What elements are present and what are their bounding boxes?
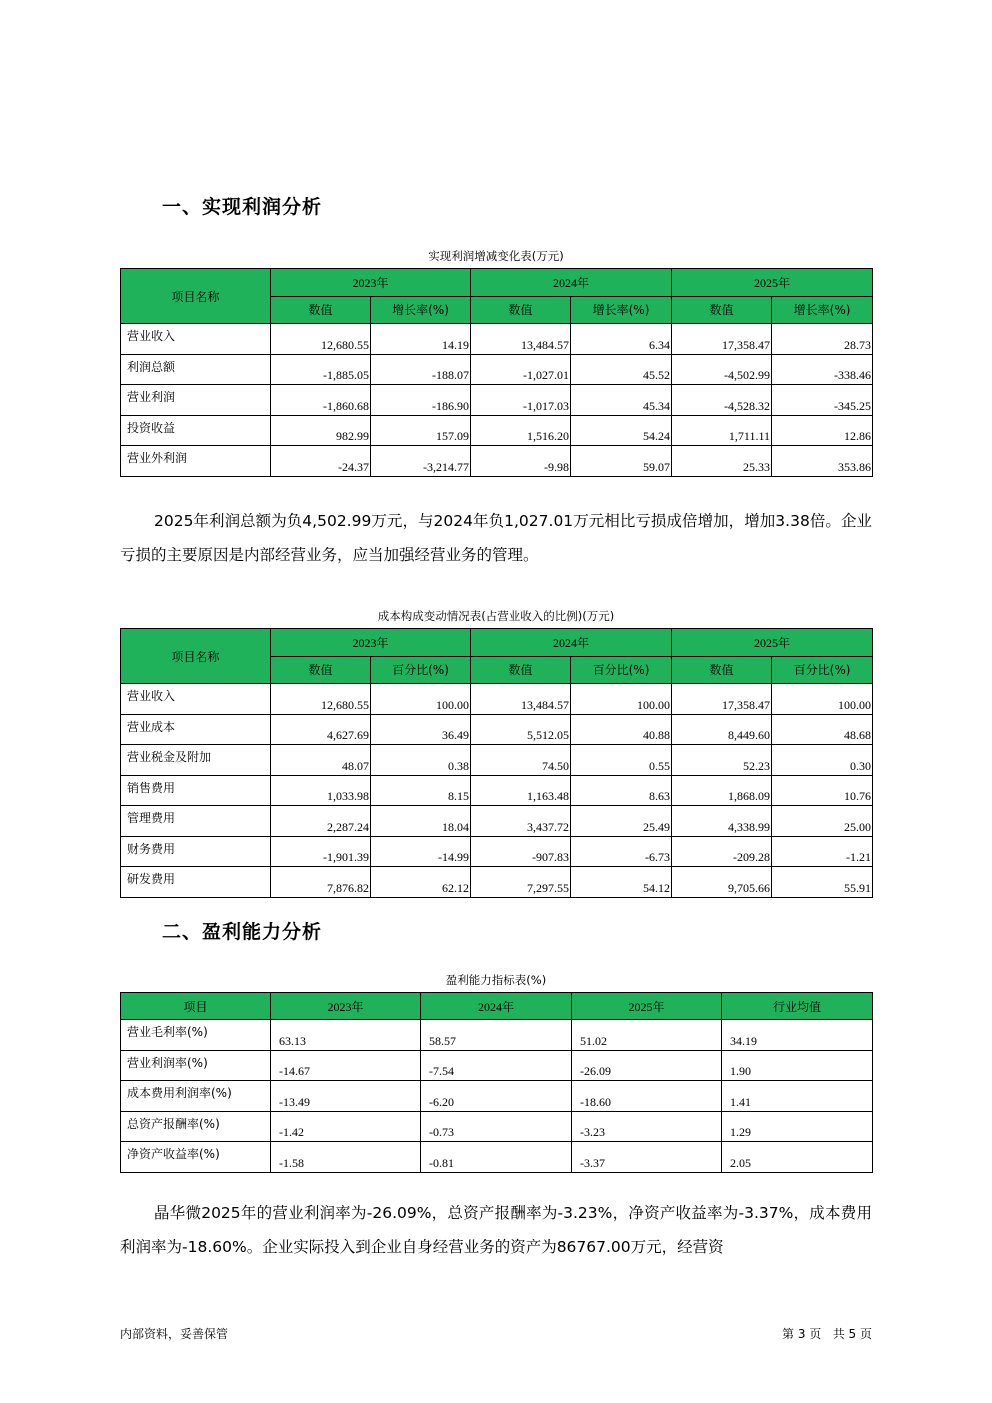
- table-row: [121, 354, 873, 385]
- table-cell: -24.37: [271, 446, 371, 477]
- table1-sub-header: 数值: [672, 296, 772, 324]
- table-cell: 4,338.99: [672, 806, 772, 837]
- table-cell: 3,437.72: [471, 806, 571, 837]
- table-row: [121, 867, 873, 898]
- table-cell: -1,901.39: [271, 836, 371, 867]
- table-cell: 12,680.55: [271, 324, 371, 355]
- table1-sub-header: 数值: [271, 296, 371, 324]
- table-cell: 13,484.57: [471, 324, 571, 355]
- table-row: [121, 1111, 873, 1142]
- table-cell: 4,627.69: [271, 714, 371, 745]
- table-cell: 62.12: [371, 867, 471, 898]
- row-label: 营业利润率(%): [121, 1050, 271, 1081]
- section2-paragraph: [120, 1196, 872, 1264]
- table-row: [121, 385, 873, 416]
- table-cell: 157.09: [371, 415, 471, 446]
- table-cell: -1.21: [772, 836, 873, 867]
- table-cell: 45.52: [571, 354, 672, 385]
- table-cell: 40.88: [571, 714, 672, 745]
- table-cell: 1.29: [722, 1111, 873, 1142]
- table3-header: 2024年: [477, 999, 514, 1014]
- table-cell: 7,297.55: [471, 867, 571, 898]
- table-cell: -14.99: [371, 836, 471, 867]
- section1-paragraph-text: 2025年利润总额为负4,502.99万元，与2024年负1,027.01万元相比亏损成倍增加，增加3.38倍。企业亏损的主要原因是内部经营业务，应当加强经营业务的管理。: [120, 512, 872, 564]
- footer-left: 内部资料，妥善保管: [120, 1327, 229, 1341]
- table-cell: -209.28: [672, 836, 772, 867]
- table-cell: 5,512.05: [471, 714, 571, 745]
- table-cell: 55.91: [772, 867, 873, 898]
- table-cell: 8,449.60: [672, 714, 772, 745]
- table-cell: 45.34: [571, 385, 672, 416]
- table-cell: 13,484.57: [471, 684, 571, 715]
- table1-year-header: 2024年: [553, 275, 590, 290]
- table-cell: 25.49: [571, 806, 672, 837]
- section1-heading: 一、实现利润分析: [162, 196, 323, 218]
- table-cell: 982.99: [271, 415, 371, 446]
- table-cell: -4,528.32: [672, 385, 772, 416]
- table-cell: -4,502.99: [672, 354, 772, 385]
- table-cell: 1,868.09: [672, 775, 772, 806]
- table-cell: 2,287.24: [271, 806, 371, 837]
- table-cell: -9.98: [471, 446, 571, 477]
- section2-heading: 二、盈利能力分析: [162, 921, 323, 943]
- table-row: [121, 684, 873, 715]
- table-cell: -26.09: [572, 1050, 722, 1081]
- table-cell: 0.30: [772, 745, 873, 776]
- table-cell: 7,876.82: [271, 867, 371, 898]
- table-cell: -3.23: [572, 1111, 722, 1142]
- table-cell: 2.05: [722, 1142, 873, 1173]
- row-label: 营业利润: [121, 385, 271, 416]
- table-cell: 25.33: [672, 446, 772, 477]
- table2-name-header: 项目名称: [121, 629, 271, 684]
- row-label: 投资收益: [121, 415, 271, 446]
- table-cell: -0.73: [421, 1111, 572, 1142]
- table-row: [121, 1020, 873, 1051]
- table1-sub-header: 数值: [471, 296, 571, 324]
- table-cell: 34.19: [722, 1020, 873, 1051]
- table-cell: -14.67: [271, 1050, 421, 1081]
- table-row: [121, 836, 873, 867]
- table-cell: -1.42: [271, 1111, 421, 1142]
- row-label: 营业收入: [121, 324, 271, 355]
- table2-sub-header: 数值: [672, 656, 772, 684]
- table-cell: -3.37: [572, 1142, 722, 1173]
- table1-caption: 实现利润增减变化表(万元): [428, 249, 564, 263]
- table-cell: 1,516.20: [471, 415, 571, 446]
- table3-header: 行业均值: [722, 993, 873, 1020]
- table-cell: 28.73: [772, 324, 873, 355]
- table1-year-header: 2025年: [754, 275, 791, 290]
- table-cell: 1,711.11: [672, 415, 772, 446]
- table1-year-header: 2023年: [352, 275, 389, 290]
- table-cell: 48.68: [772, 714, 873, 745]
- table-cell: 6.34: [571, 324, 672, 355]
- table-cell: 17,358.47: [672, 684, 772, 715]
- table2-sub-header: 数值: [271, 656, 371, 684]
- table3-header: 2025年: [628, 999, 665, 1014]
- table-cell: -188.07: [371, 354, 471, 385]
- table-cell: 100.00: [571, 684, 672, 715]
- row-label: 营业税金及附加: [121, 745, 271, 776]
- row-label: 销售费用: [121, 775, 271, 806]
- table-cell: 51.02: [572, 1020, 722, 1051]
- table-cell: 0.38: [371, 745, 471, 776]
- table-cell: 0.55: [571, 745, 672, 776]
- row-label: 总资产报酬率(%): [121, 1111, 271, 1142]
- table2-sub-header: 百分比(%): [772, 656, 873, 684]
- table-cell: 74.50: [471, 745, 571, 776]
- table-cell: -345.25: [772, 385, 873, 416]
- table-row: [121, 1050, 873, 1081]
- row-label: 利润总额: [121, 354, 271, 385]
- table-row: [121, 714, 873, 745]
- row-label: 营业成本: [121, 714, 271, 745]
- table-cell: -1,860.68: [271, 385, 371, 416]
- section1-paragraph: [120, 504, 872, 572]
- row-label: 研发费用: [121, 867, 271, 898]
- table-cell: 48.07: [271, 745, 371, 776]
- table-row: [121, 806, 873, 837]
- table-cell: -0.81: [421, 1142, 572, 1173]
- table-row: [121, 775, 873, 806]
- table-cell: -186.90: [371, 385, 471, 416]
- table-cell: 52.23: [672, 745, 772, 776]
- table-cell: 54.12: [571, 867, 672, 898]
- table-cell: 58.57: [421, 1020, 572, 1051]
- table-cell: -6.73: [571, 836, 672, 867]
- table-cell: 17,358.47: [672, 324, 772, 355]
- row-label: 净资产收益率(%): [121, 1142, 271, 1173]
- table-cell: -3,214.77: [371, 446, 471, 477]
- table1-name-header: 项目名称: [121, 269, 271, 324]
- table3-header: 2023年: [327, 999, 364, 1014]
- table2-sub-header: 数值: [471, 656, 571, 684]
- table-row: [121, 1142, 873, 1173]
- table2-caption: 成本构成变动情况表(占营业收入的比例)(万元): [377, 609, 615, 623]
- table2-sub-header: 百分比(%): [571, 656, 672, 684]
- row-label: 财务费用: [121, 836, 271, 867]
- table-row: [121, 745, 873, 776]
- row-label: 管理费用: [121, 806, 271, 837]
- table-cell: 63.13: [271, 1020, 421, 1051]
- row-label: 营业收入: [121, 684, 271, 715]
- table-cell: 100.00: [371, 684, 471, 715]
- table-cell: 12,680.55: [271, 684, 371, 715]
- table-row: [121, 324, 873, 355]
- table-cell: 36.49: [371, 714, 471, 745]
- table-cell: 1,163.48: [471, 775, 571, 806]
- table-row: [121, 1081, 873, 1112]
- table-cell: 25.00: [772, 806, 873, 837]
- table-cell: -1,885.05: [271, 354, 371, 385]
- table-cell: -13.49: [271, 1081, 421, 1112]
- table-cell: 14.19: [371, 324, 471, 355]
- table2-year-header: 2023年: [352, 635, 389, 650]
- table-cell: 59.07: [571, 446, 672, 477]
- table2-sub-header: 百分比(%): [371, 656, 471, 684]
- table-cell: -1,017.03: [471, 385, 571, 416]
- profitability-table: [120, 992, 873, 1173]
- table-cell: -1.58: [271, 1142, 421, 1173]
- table-cell: 100.00: [772, 684, 873, 715]
- row-label: 营业毛利率(%): [121, 1020, 271, 1051]
- footer-page-number: 第 3 页 共 5 页: [782, 1327, 872, 1341]
- table-cell: -907.83: [471, 836, 571, 867]
- table-row: [121, 446, 873, 477]
- table-cell: -1,027.01: [471, 354, 571, 385]
- row-label: 营业外利润: [121, 446, 271, 477]
- table-cell: 18.04: [371, 806, 471, 837]
- table-cell: 10.76: [772, 775, 873, 806]
- table1-sub-header: 增长率(%): [371, 296, 471, 324]
- table2-year-header: 2025年: [754, 635, 791, 650]
- table-cell: 8.15: [371, 775, 471, 806]
- table-cell: -6.20: [421, 1081, 572, 1112]
- profit-change-table: [120, 268, 873, 477]
- table1-sub-header: 增长率(%): [571, 296, 672, 324]
- table-cell: -338.46: [772, 354, 873, 385]
- table3-header: 项目: [121, 993, 271, 1020]
- table-cell: 9,705.66: [672, 867, 772, 898]
- table-cell: -7.54: [421, 1050, 572, 1081]
- table3-caption: 盈利能力指标表(%): [445, 973, 547, 987]
- table-cell: -18.60: [572, 1081, 722, 1112]
- table-cell: 8.63: [571, 775, 672, 806]
- cost-structure-table: [120, 628, 873, 898]
- table-cell: 12.86: [772, 415, 873, 446]
- table2-year-header: 2024年: [553, 635, 590, 650]
- table-cell: 54.24: [571, 415, 672, 446]
- table-row: [121, 415, 873, 446]
- table1-sub-header: 增长率(%): [772, 296, 873, 324]
- section2-paragraph-text: 晶华微2025年的营业利润率为-26.09%，总资产报酬率为-3.23%，净资产收益率为-3.37%，成本费用利润率为-18.60%。企业实际投入到企业自身经营业务的资产为86767.00万元，经营资: [120, 1204, 872, 1256]
- table-cell: 1.90: [722, 1050, 873, 1081]
- table-cell: 1,033.98: [271, 775, 371, 806]
- table-cell: 1.41: [722, 1081, 873, 1112]
- table-cell: 353.86: [772, 446, 873, 477]
- row-label: 成本费用利润率(%): [121, 1081, 271, 1112]
